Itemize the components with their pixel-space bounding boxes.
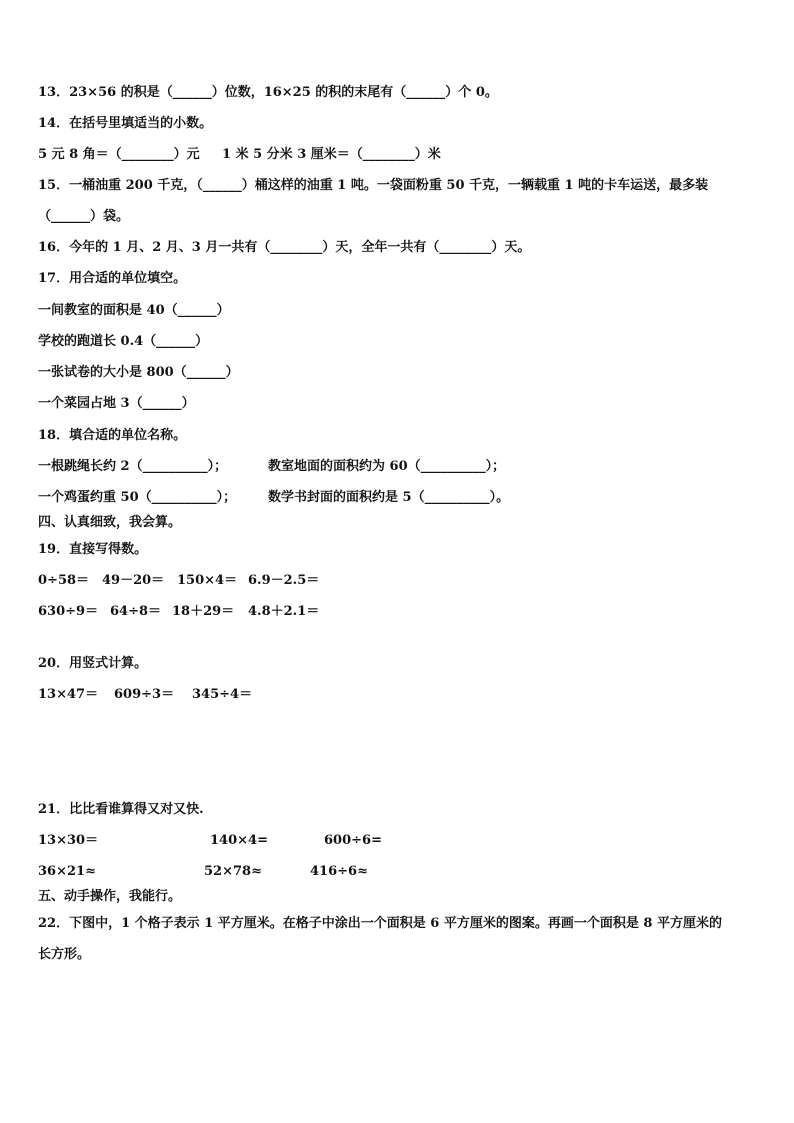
question-18-row-2 <box>38 490 758 506</box>
q20-item: 609÷3＝ <box>114 687 175 702</box>
question-22-line-1: 22．下图中，1 个格子表示 1 平方厘米。在格子中涂出一个面积是 6 平方厘米的图案。再画一个面积是 8 平方厘米的 <box>38 916 722 931</box>
question-18-item-a2: 教室地面的面积约为 60（__________）； <box>268 459 506 474</box>
q21-item: 140×4= <box>210 833 268 848</box>
q19-item: 64÷8＝ <box>110 604 162 619</box>
question-18-row-1 <box>38 459 758 475</box>
q20-item: 13×47＝ <box>38 687 99 702</box>
section-5-heading: 五、动手操作，我能行。 <box>38 889 182 904</box>
question-17-item-d: 一个菜园占地 3（______） <box>38 396 195 411</box>
question-14-item-b: 1 米 5 分米 3 厘米＝（________）米 <box>222 147 441 162</box>
q19-item: 6.9－2.5＝ <box>248 573 320 588</box>
question-16: 16．今年的 1 月、2 月、3 月一共有（________）天，全年一共有（________）天。 <box>38 240 531 255</box>
question-20-row <box>38 687 758 703</box>
question-17: 17．用合适的单位填空。 <box>38 271 187 286</box>
question-22-line-2: 长方形。 <box>38 947 91 962</box>
question-13: 13．23×56 的积是（______）位数，16×25 的积的末尾有（______）个 0。 <box>38 85 498 100</box>
q21-item: 600÷6= <box>324 833 382 848</box>
question-15-line-1: 15．一桶油重 200 千克，（______）桶这样的油重 1 吨。一袋面粉重 50 千克，一辆载重 1 吨的卡车运送，最多装 <box>38 178 709 193</box>
q19-item: 630÷9＝ <box>38 604 99 619</box>
q21-item: 13×30＝ <box>38 833 99 848</box>
question-17-item-a: 一间教室的面积是 40（______） <box>38 303 230 318</box>
question-21-row-1 <box>38 833 758 849</box>
question-14: 14．在括号里填适当的小数。 <box>38 116 213 131</box>
question-14-item-a: 5 元 8 角＝（________）元 <box>38 147 200 162</box>
question-17-item-b: 学校的跑道长 0.4（______） <box>38 334 209 349</box>
q19-item: 0÷58＝ <box>38 573 90 588</box>
question-19-row-2 <box>38 604 758 620</box>
question-20: 20．用竖式计算。 <box>38 656 148 671</box>
question-19: 19．直接写得数。 <box>38 542 148 557</box>
question-18-item-b1: 一个鸡蛋约重 50（__________）； <box>38 490 237 505</box>
q20-item: 345÷4＝ <box>192 687 253 702</box>
q19-item: 150×4＝ <box>177 573 238 588</box>
question-18-item-a1: 一根跳绳长约 2（__________）； <box>38 459 228 474</box>
question-15-line-2: （______）袋。 <box>38 209 130 224</box>
q21-item: 36×21≈ <box>38 864 96 879</box>
question-21: 21．比比看谁算得又对又快. <box>38 802 204 817</box>
q21-item: 52×78≈ <box>204 864 262 879</box>
question-18: 18．填合适的单位名称。 <box>38 428 187 443</box>
q19-item: 4.8＋2.1＝ <box>248 604 320 619</box>
section-4-heading: 四、认真细致，我会算。 <box>38 515 182 530</box>
question-21-row-2 <box>38 864 758 880</box>
q19-item: 49－20＝ <box>102 573 165 588</box>
q21-item: 416÷6≈ <box>310 864 368 879</box>
q19-item: 18＋29＝ <box>172 604 235 619</box>
question-17-item-c: 一张试卷的大小是 800（______） <box>38 365 239 380</box>
question-19-row-1 <box>38 573 758 589</box>
question-18-item-b2: 数学书封面的面积约是 5（__________）。 <box>268 490 510 505</box>
question-14-items <box>38 147 758 163</box>
